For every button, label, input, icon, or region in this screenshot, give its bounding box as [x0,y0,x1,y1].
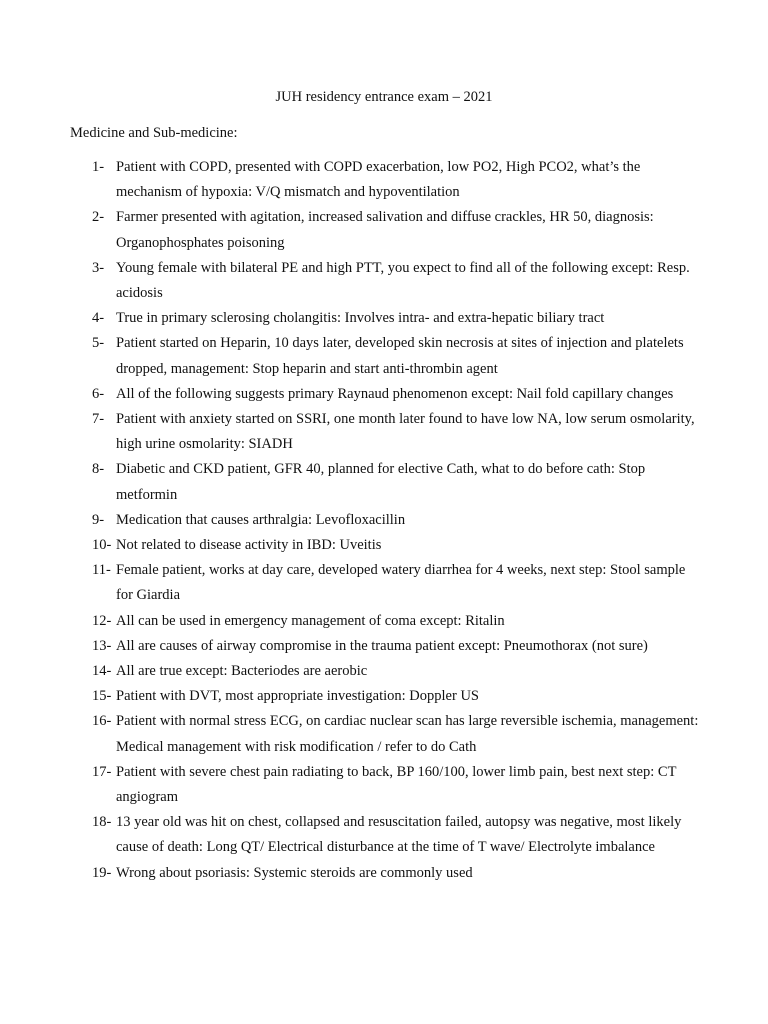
question-item [92,508,702,533]
question-number: 17- [92,763,112,780]
question-item [92,760,702,810]
question-text: All are causes of airway compromise in the trauma patient except: Pneumothorax (not sure) [116,637,648,654]
question-item [92,382,702,407]
question-item [92,558,702,608]
question-number: 7- [92,411,105,428]
question-text: True in primary sclerosing cholangitis: Involves intra- and extra-hepatic biliary tract [116,310,605,327]
question-number: 3- [92,259,105,276]
question-text: Patient with DVT, most appropriate investigation: Doppler US [116,688,479,705]
section-heading: Medicine and Sub-medicine: [70,125,238,141]
question-number: 2- [92,209,105,226]
question-text: Female patient, works at day care, developed watery diarrhea for 4 weeks, next step: Stool sample for Giardia [116,562,686,604]
question-text: All can be used in emergency management of coma except: Ritalin [116,612,505,629]
question-text: Wrong about psoriasis: Systemic steroids are commonly used [116,864,473,881]
question-item [92,306,702,331]
question-item [92,609,702,634]
question-number: 18- [92,814,112,831]
question-number: 12- [92,612,112,629]
question-number: 5- [92,335,105,352]
question-item [92,533,702,558]
question-item [92,634,702,659]
question-item [92,684,702,709]
question-number: 1- [92,159,105,175]
question-number: 10- [92,537,112,554]
question-item [92,457,702,507]
question-number: 16- [92,713,112,730]
question-list [92,155,702,886]
question-item [92,407,702,457]
question-item [92,155,702,205]
question-text: Patient with COPD, presented with COPD exacerbation, low PO2, High PCO2, what’s the mechanism of hypoxia: V/Q mismatch and hypoventilation [116,159,641,201]
question-text: All are true except: Bacteriodes are aerobic [116,663,368,680]
question-item [92,256,702,306]
question-number: 11- [92,562,111,579]
question-number: 13- [92,637,112,654]
question-number: 4- [92,310,105,327]
question-text: Diabetic and CKD patient, GFR 40, planned for elective Cath, what to do before cath: Stop metformin [116,461,646,503]
question-number: 6- [92,385,105,402]
question-text: Young female with bilateral PE and high PTT, you expect to find all of the following except: Resp. acidosis [116,259,690,302]
question-item [92,659,702,684]
question-text: Farmer presented with agitation, increased salivation and diffuse crackles, HR 50, diagnosis: Organophosphates poisoning [116,209,654,251]
question-item [92,709,702,759]
question-item [92,205,702,255]
page-title: JUH residency entrance exam – 2021 [275,89,493,105]
question-text: Not related to disease activity in IBD: Uveitis [116,537,382,554]
question-text: Patient with normal stress ECG, on cardiac nuclear scan has large reversible ischemia, management: Medical management with risk modification / refer to do Cath [116,713,699,755]
question-number: 15- [92,688,112,705]
question-number: 19- [92,864,112,881]
question-item [92,810,702,860]
question-text: Patient with anxiety started on SSRI, one month later found to have low NA, low serum osmolarity, high urine osmolarity: SIADH [116,411,695,453]
question-text: All of the following suggests primary Raynaud phenomenon except: Nail fold capillary changes [116,385,674,402]
question-text: Patient started on Heparin, 10 days later, developed skin necrosis at sites of injection and platelets dropped, management: Stop heparin and start anti-thrombin agent [116,335,684,377]
question-number: 9- [92,511,105,528]
question-number: 14- [92,663,112,680]
question-item [92,331,702,381]
question-text: Medication that causes arthralgia: Levofloxacillin [116,511,406,528]
question-item [92,861,702,886]
question-number: 8- [92,461,105,478]
question-text: 13 year old was hit on chest, collapsed and resuscitation failed, autopsy was negative, most likely cause of death: Long QT/ Electrical disturbance at the time of T wave/ Electrolyte imbalance [116,814,682,856]
question-text: Patient with severe chest pain radiating to back, BP 160/100, lower limb pain, best next step: CT angiogram [116,763,677,806]
